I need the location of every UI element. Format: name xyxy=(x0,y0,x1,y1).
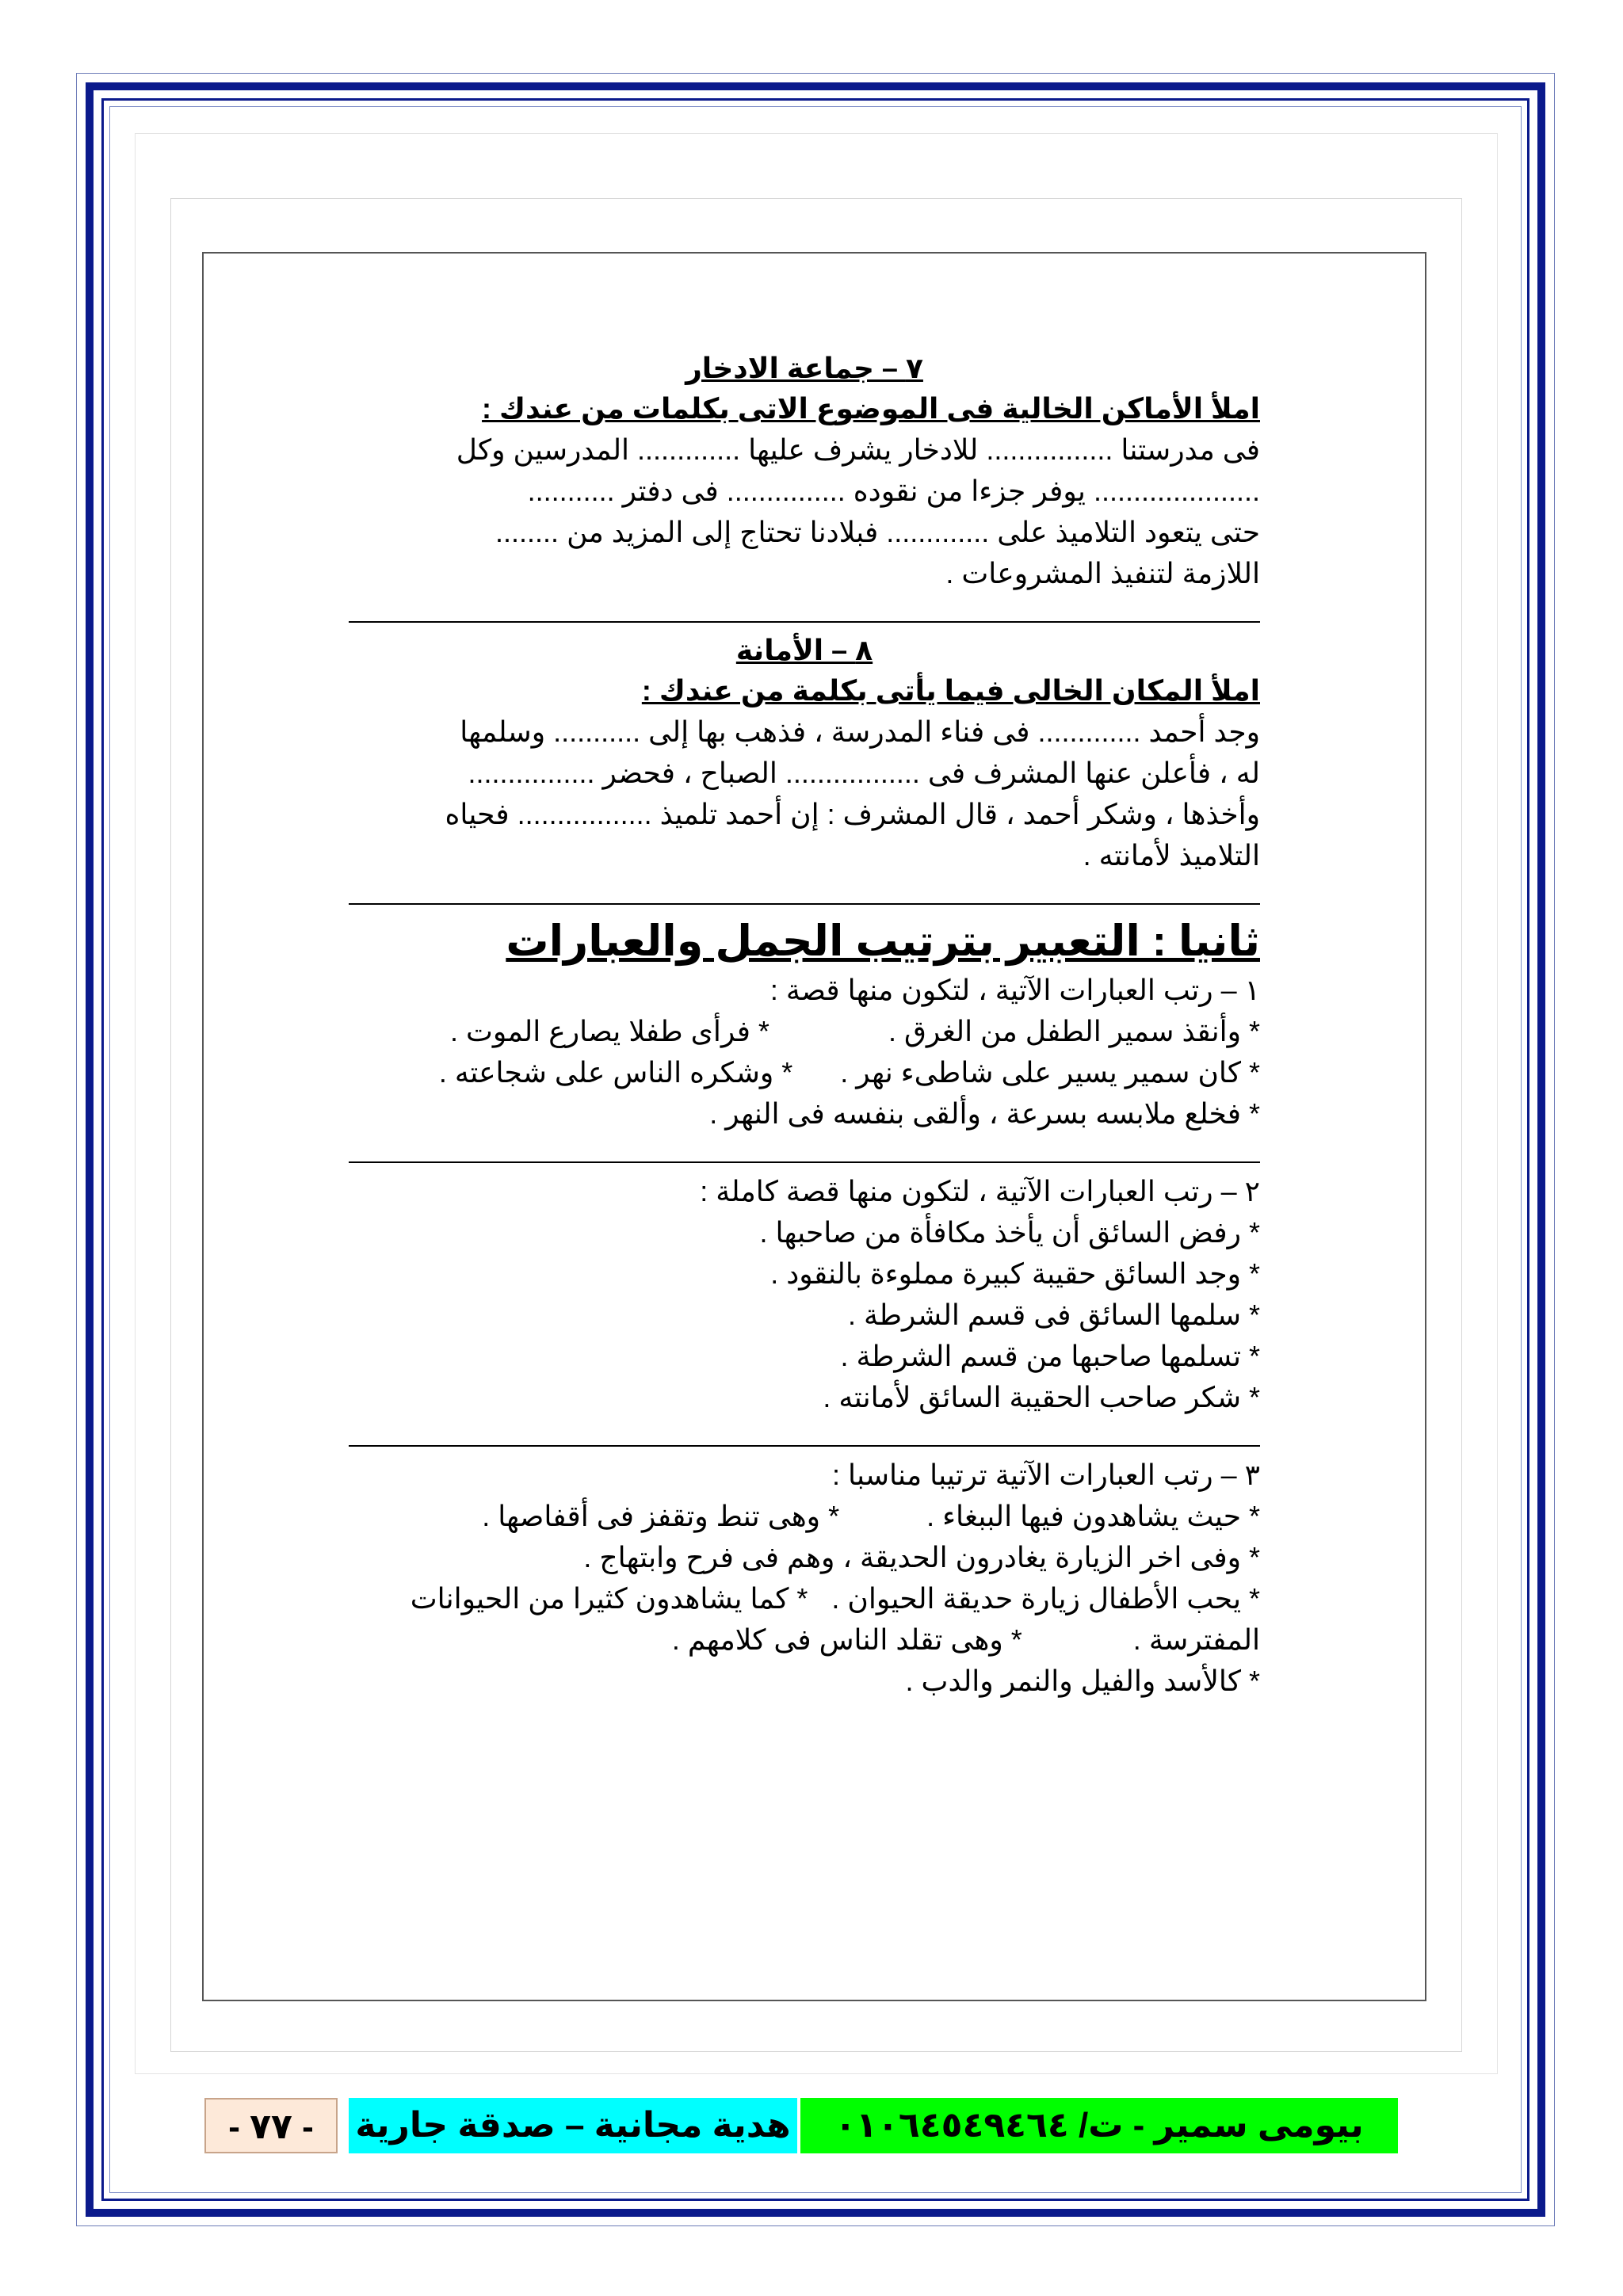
page-number: - ٧٧ - xyxy=(204,2098,338,2153)
divider xyxy=(349,621,1260,623)
q3-line-3: * يحب الأطفال زيارة حديقة الحيوان . * كما يشاهدون كثيرا من الحيوانات xyxy=(410,1582,1260,1615)
footer-author: بيومى سمير - ت/ ٠١٠٦٤٥٤٩٤٦٤ xyxy=(800,2098,1398,2153)
q1-prompt: ١ – رتب العبارات الآتية ، لتكون منها قصة : xyxy=(769,974,1260,1006)
footer-gift-note: هدية مجانية – صدقة جارية xyxy=(349,2098,797,2153)
section7-line-3: حتى يتعود التلاميذ على ............. فبلادنا تحتاج إلى المزيد من ........ xyxy=(495,516,1260,548)
q1-line-1: * وأنقذ سمير الطفل من الغرق . * فرأى طفلا يصارع الموت . xyxy=(449,1015,1260,1047)
q1-line-3: * فخلع ملابسه بسرعة ، وألقى بنفسه فى النهر . xyxy=(709,1097,1260,1130)
part2-title: ثانيا : التعبير بترتيب الجمل والعبارات xyxy=(506,917,1260,965)
q2-line-3: * سلمها السائق فى قسم الشرطة . xyxy=(848,1299,1260,1331)
q1-line-2: * كان سمير يسير على شاطىء نهر . * وشكره الناس على شجاعته . xyxy=(438,1056,1260,1089)
section7-line-4: اللازمة لتنفيذ المشروعات . xyxy=(945,557,1260,589)
q3-line-2: * وفى اخر الزيارة يغادرون الحديقة ، وهم فى فرح وابتهاج . xyxy=(583,1541,1260,1573)
section8-line-2: له ، فأعلن عنها المشرف فى ................. الصباح ، فحضر ................ xyxy=(468,757,1260,789)
section7-title: ٧ – جماعة الادخار xyxy=(685,352,923,384)
section8-line-4: التلاميذ لأمانته . xyxy=(1083,839,1260,871)
section7-instruction: املأ الأماكن الخالية فى الموضوع الاتى بكلمات من عندك : xyxy=(482,392,1260,425)
divider xyxy=(349,1445,1260,1447)
q3-line-1: * حيث يشاهدون فيها الببغاء . * وهى تنط وتقفز فى أقفاصها . xyxy=(482,1500,1260,1532)
q3-line-5: * كالأسد والفيل والنمر والدب . xyxy=(905,1665,1260,1697)
q3-prompt: ٣ – رتب العبارات الآتية ترتيبا مناسبا : xyxy=(831,1459,1260,1491)
q2-line-2: * وجد السائق حقيبة كبيرة مملوءة بالنقود . xyxy=(770,1257,1260,1290)
q3-line-4: المفترسة . * وهى تقلد الناس فى كلامهم . xyxy=(671,1623,1260,1656)
section8-title: ٨ – الأمانة xyxy=(735,634,873,666)
divider xyxy=(349,903,1260,905)
section7-line-2: ..................... يوفر جزءا من نقوده ............... فى دفتر ........... xyxy=(527,475,1260,507)
section8-line-1: وجد أحمد ............. فى فناء المدرسة ، فذهب بها إلى ........... وسلمها xyxy=(460,715,1260,748)
section8-instruction: املأ المكان الخالى فيما يأتى بكلمة من عندك : xyxy=(641,674,1260,707)
worksheet-content xyxy=(349,349,1260,1702)
q2-line-4: * تسلمها صاحبها من قسم الشرطة . xyxy=(840,1340,1260,1372)
q2-prompt: ٢ – رتب العبارات الآتية ، لتكون منها قصة كاملة : xyxy=(700,1175,1260,1207)
section7-line-1: فى مدرستنا ................ للادخار يشرف عليها ............. المدرسين وكل xyxy=(456,433,1260,466)
divider xyxy=(349,1161,1260,1163)
q2-line-5: * شكر صاحب الحقيبة السائق لأمانته . xyxy=(823,1381,1260,1413)
section8-line-3: وأخذها ، وشكر أحمد ، قال المشرف : إن أحمد تلميذ ................. فحياه xyxy=(445,798,1260,830)
q2-line-1: * رفض السائق أن يأخذ مكافأة من صاحبها . xyxy=(759,1216,1260,1249)
